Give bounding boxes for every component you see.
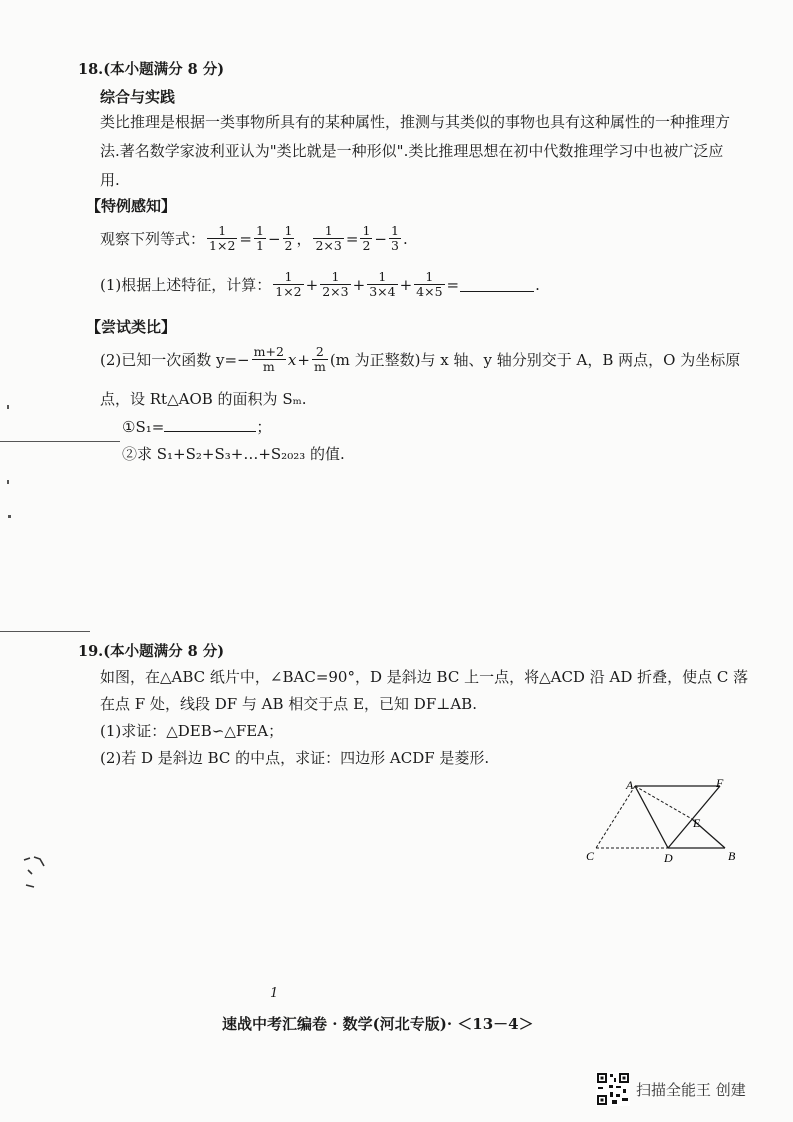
- label-A: A: [626, 778, 634, 792]
- fraction: $\frac{1}{2\times 3}$: [322, 269, 349, 299]
- scan-speck: [7, 405, 9, 409]
- scan-line: [0, 631, 90, 632]
- q19-header: 19.(本小题满分 8 分): [78, 643, 225, 660]
- fraction: $\frac{2}{m}$: [313, 344, 326, 374]
- qr-code-icon: [596, 1072, 630, 1106]
- fraction: $\frac{1}{1\times 2}$: [275, 269, 302, 299]
- fraction: $\frac{m+2}{m}$: [253, 344, 284, 374]
- q18-part2-line2: 点，设 Rt△AOB 的面积为 Sₘ.: [100, 390, 307, 408]
- q18-part2-prefix: (2)已知一次函数 y=−: [100, 351, 250, 369]
- q18-part2: (2)已知一次函数 y=− $\frac{m+2}{m}$ x + $\frac{2}{m}$ (m 为正整数)与 x 轴、y 轴分别交于 A，B 两点，O 为坐标原: [100, 344, 741, 374]
- q18-sub2: ②求 S₁+S₂+S₃+…+S₂₀₂₃ 的值.: [122, 445, 345, 463]
- q18-sub1: ①S₁= ；: [122, 418, 272, 436]
- q18-sub1-label: ①S₁=: [122, 418, 165, 436]
- q18-part1: (1)根据上述特征，计算： $\frac{1}{1\times 2}$ + $\frac{1}{2\times 3}$ + $\frac{1}{3\times 4}$ + $\frac{1}{4\times 5}$ = .: [100, 269, 540, 299]
- scan-line: [0, 441, 120, 442]
- q19-part2: (2)若 D 是斜边 BC 的中点，求证：四边形 ACDF 是菱形.: [100, 749, 490, 767]
- q19-line1: 如图，在△ABC 纸片中，∠BAC=90°，D 是斜边 BC 上一点，将△ACD 沿 AD 折叠，使点 C 落: [100, 668, 749, 686]
- fraction: $\frac{1}{2}$: [362, 223, 371, 253]
- q18-part2-tail: (m 为正整数)与 x 轴、y 轴分别交于 A，B 两点，O 为坐标原: [329, 351, 741, 369]
- pen-scribble: [20, 852, 52, 892]
- segment-AC: [596, 786, 635, 848]
- triangle-figure: [580, 772, 755, 868]
- fraction: $\frac{1}{4\times 5}$: [416, 269, 443, 299]
- answer-blank[interactable]: [460, 277, 534, 292]
- fraction: $\frac{1}{1\times 2}$: [209, 223, 236, 253]
- label-C: C: [586, 849, 595, 863]
- scan-speck: [7, 480, 9, 484]
- footer-title: 速战中考汇编卷 · 数学(河北专版)· ＜13－4＞: [222, 1015, 534, 1033]
- label-D: D: [664, 851, 673, 865]
- q18-part1-label: (1)根据上述特征，计算：: [100, 276, 272, 294]
- label-F: F: [716, 776, 724, 790]
- fraction: $\frac{1}{2\times 3}$: [315, 223, 342, 253]
- observe-label: 观察下列等式：: [100, 230, 206, 248]
- q18-heading-special-case: 【特例感知】: [86, 197, 177, 215]
- segment-AD: [635, 786, 668, 848]
- scan-speck: [8, 515, 11, 518]
- q18-intro: 类比推理是根据一类事物所具有的某种属性，推测与其类似的事物也具有这种属性的一种推理方法.著名数学家波利亚认为"类比就是一种形似".类比推理思想在初中代数推理学习中也被广泛应用.: [100, 113, 731, 189]
- scanner-watermark: 扫描全能王 创建: [636, 1081, 746, 1099]
- q18-section-title: 综合与实践: [100, 88, 176, 106]
- fraction: $\frac{1}{3}$: [390, 223, 399, 253]
- answer-blank[interactable]: [164, 417, 256, 432]
- q19-line2: 在点 F 处，线段 DF 与 AB 相交于点 E，已知 DF⊥AB.: [100, 695, 477, 713]
- label-E: E: [693, 816, 701, 830]
- fraction: $\frac{1}{3\times 4}$: [369, 269, 396, 299]
- fraction: $\frac{1}{1}$: [255, 223, 264, 253]
- observe-equations: 观察下列等式： $\frac{1}{1\times 2}$ = $\frac{1}{1}$ − $\frac{1}{2}$ ， $\frac{1}{2\times 3}$ = $\frac{1}{2}$ − $\frac{1}{3}$ .: [100, 223, 408, 253]
- label-B: B: [728, 849, 736, 863]
- fraction: $\frac{1}{2}$: [284, 223, 293, 253]
- q18-header: 18.(本小题满分 8 分): [78, 61, 225, 78]
- stray-mark: 1: [270, 986, 279, 1001]
- q19-part1: (1)求证：△DEB∽△FEA；: [100, 722, 284, 740]
- q18-heading-analogy: 【尝试类比】: [86, 318, 177, 336]
